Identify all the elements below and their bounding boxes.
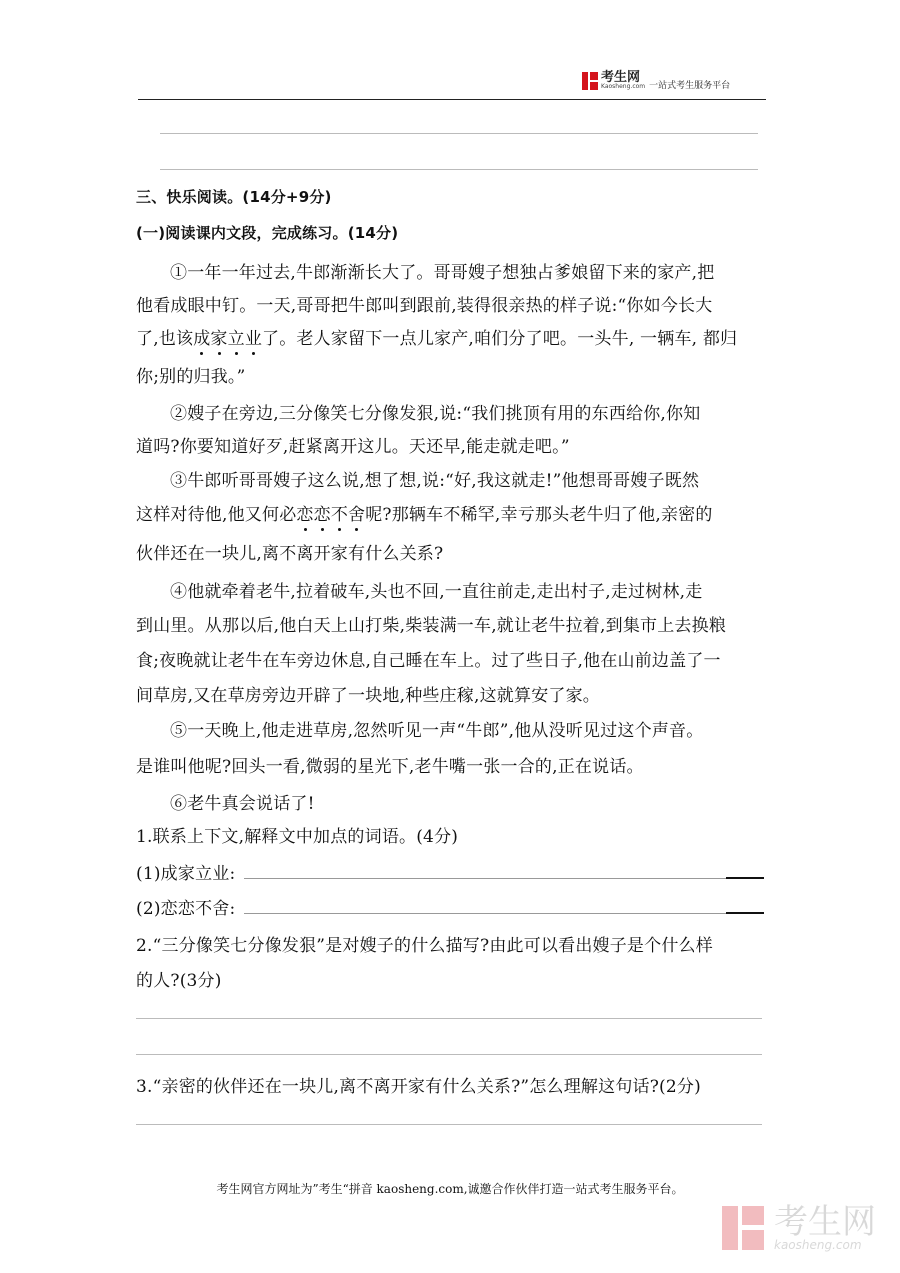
dotted-char: 恋 [313, 505, 331, 525]
question-1-2-answer-line-end [726, 912, 764, 914]
passage-line: 食;夜晚就让老牛在车旁边休息,自己睡在车上。过了些日子,他在山前边盖了一 [136, 651, 721, 671]
answer-line [160, 133, 758, 134]
dotted-char: 舍 [348, 505, 366, 525]
question-2-answer-line[interactable] [136, 1018, 762, 1019]
section-title: 三、快乐阅读。(14分+9分) [136, 188, 332, 206]
watermark-name: 考生网 [774, 1202, 876, 1242]
passage-line: 间草房,又在草房旁边开辟了一块地,种些庄稼,这就算安了家。 [136, 686, 601, 706]
passage-line: ①一年一年过去,牛郎渐渐长大了。哥哥嫂子想独占爹娘留下来的家产,把 [170, 263, 715, 283]
question-1-1-answer-line-end [726, 877, 764, 879]
question-1-1-label: (1)成家立业: [136, 864, 236, 884]
watermark-logo-icon [722, 1206, 766, 1250]
section-subtitle: (一)阅读课内文段，完成练习。(14分) [136, 224, 399, 242]
dotted-char: 不 [330, 505, 349, 525]
passage-line: 是谁叫他呢?回头一看,微弱的星光下,老牛嘴一张一合的,正在说话。 [136, 757, 644, 777]
passage-text: 了,也该 [136, 329, 194, 349]
header-divider [138, 99, 766, 100]
question-2-answer-line[interactable] [136, 1054, 762, 1055]
passage-line: 伙伴还在一块儿,离不离开家有什么关系? [136, 544, 444, 564]
question-2-line: 的人?(3分) [136, 971, 222, 991]
dotted-char: 恋 [296, 505, 314, 525]
passage-text: 这样对待他,他又何必 [136, 505, 297, 525]
passage-text: 了。老人家留下一点儿家产,咱们分了吧。一头牛, 一辆车, 都归 [262, 329, 738, 349]
dotted-char: 立 [227, 329, 245, 349]
watermark [722, 1202, 876, 1252]
passage-line: 你;别的归我。” [136, 367, 246, 387]
logo-domain: Kaosheng.com [601, 83, 646, 90]
answer-line [160, 169, 758, 170]
question-1: 1.联系上下文,解释文中加点的词语。(4分) [136, 827, 459, 847]
logo-name: 考生网 [601, 70, 641, 85]
passage-line: 到山里。从那以后,他白天上山打柴,柴装满一车,就让老牛拉着,到集市上去换粮 [136, 616, 727, 636]
passage-line: 他看成眼中钉。一天,哥哥把牛郎叫到跟前,装得很亲热的样子说:“你如今长大 [136, 296, 713, 316]
passage-line: ②嫂子在旁边,三分像笑七分像发狠,说:“我们挑顶有用的东西给你,你知 [170, 404, 701, 424]
passage-line [136, 500, 713, 525]
header-logo [582, 70, 730, 91]
question-3: 3.“亲密的伙伴还在一块儿,离不离开家有什么关系?”怎么理解这句话?(2分) [136, 1077, 701, 1097]
passage-text: 呢?那辆车不稀罕,幸亏那头老牛归了他,亲密的 [365, 505, 713, 525]
question-2-line: 2.“三分像笑七分像发狠”是对嫂子的什么描写?由此可以看出嫂子是个什么样 [136, 936, 713, 956]
question-1-1-answer-line[interactable] [244, 878, 726, 879]
dotted-char: 成 [193, 329, 211, 349]
passage-line: 道吗?你要知道好歹,赶紧离开这儿。天还早,能走就走吧。” [136, 437, 570, 457]
dotted-char: 业 [244, 329, 263, 349]
passage-line: ⑥老牛真会说话了! [170, 794, 315, 814]
header-slogan: 一站式考生服务平台 [649, 81, 731, 91]
passage-line: ④他就牵着老牛,拉着破车,头也不回,一直往前走,走出村子,走过树林,走 [170, 582, 703, 602]
passage-line: ⑤一天晚上,他走进草房,忽然听见一声“牛郎”,他从没听见过这个声音。 [170, 721, 704, 741]
question-3-answer-line[interactable] [136, 1124, 762, 1125]
passage-line: ③牛郎听哥哥嫂子这么说,想了想,说:“好,我这就走!”他想哥哥嫂子既然 [170, 471, 700, 491]
question-1-2-answer-line[interactable] [244, 913, 726, 914]
footer-text: 考生网官方网址为”考生“拼音 kaosheng.com,诚邀合作伙伴打造一站式考生服务平台。 [216, 1182, 684, 1196]
passage-line [136, 324, 737, 349]
watermark-domain: kaosheng.com [774, 1238, 862, 1252]
kaosheng-logo-icon [582, 72, 598, 90]
question-1-2-label: (2)恋恋不舍: [136, 899, 236, 919]
dotted-char: 家 [210, 329, 228, 349]
